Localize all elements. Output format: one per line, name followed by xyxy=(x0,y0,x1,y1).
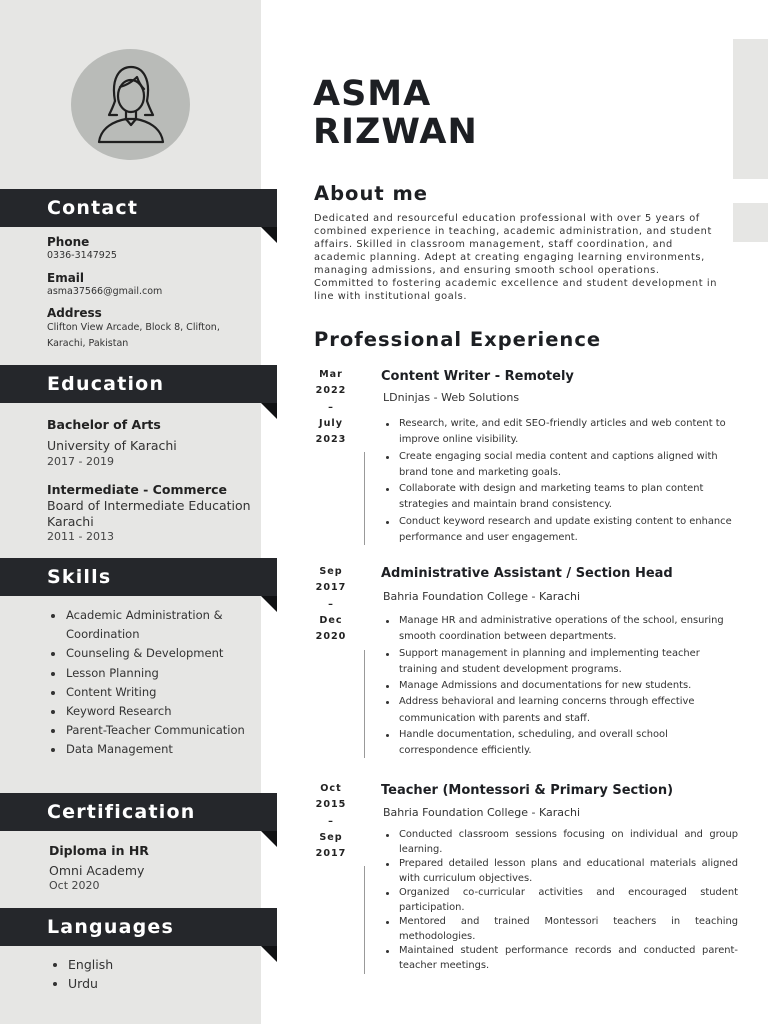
education-degree: Bachelor of Arts xyxy=(47,417,161,432)
skills-heading-band xyxy=(0,558,277,596)
job-bullet: Address behavioral and learning concerns through effective communication with parents and staff. xyxy=(383,694,738,727)
decorative-block xyxy=(733,203,768,242)
job-date xyxy=(311,367,351,448)
education-degree: Intermediate - Commerce xyxy=(47,482,228,497)
job-bullet: Maintained student performance records and conducted parent-teacher meetings. xyxy=(383,944,738,973)
languages-list xyxy=(50,955,113,993)
experience-heading: Professional Experience xyxy=(314,328,602,351)
band-fold xyxy=(261,831,277,847)
job-bullet: Research, write, and edit SEO-friendly articles and web content to improve online visibility. xyxy=(383,416,738,449)
address-label: Address xyxy=(47,306,102,320)
job-company: LDninjas - Web Solutions xyxy=(383,391,520,404)
job-title: Teacher (Montessori & Primary Section) xyxy=(381,783,674,798)
skill-item: Academic Administration & Coordination xyxy=(48,606,248,644)
languages-heading-band xyxy=(0,908,277,946)
date-line: 2015 xyxy=(315,799,347,811)
date-line: Sep xyxy=(319,831,343,843)
timeline-divider xyxy=(364,866,365,974)
address-line-2: Karachi, Pakistan xyxy=(47,338,129,349)
date-line: Mar xyxy=(319,369,343,380)
contact-heading: Contact xyxy=(47,197,139,219)
job-bullet: Conduct keyword research and update existing content to enhance performance and user engagement. xyxy=(383,514,738,547)
contact-heading-band xyxy=(0,189,277,227)
job-date xyxy=(311,781,351,862)
date-line: – xyxy=(328,401,334,413)
certification-date: Oct 2020 xyxy=(49,879,100,892)
education-heading-band xyxy=(0,365,277,403)
job-bullet: Conducted classroom sessions focusing on individual and group learning. xyxy=(383,828,738,857)
date-line: 2022 xyxy=(315,385,347,397)
email-value: asma37566@gmail.com xyxy=(47,286,163,297)
job-bullet: Mentored and trained Montessori teachers in teaching methodologies. xyxy=(383,915,738,944)
education-years: 2011 - 2013 xyxy=(47,530,114,543)
date-line: Sep xyxy=(319,566,343,577)
education-institution: Board of Intermediate Education Karachi xyxy=(47,498,251,529)
certification-heading-band xyxy=(0,793,277,831)
phone-value: 0336-3147925 xyxy=(47,250,117,261)
about-text: Dedicated and resourceful education professional with over 5 years of combined experience in teaching, academic administration, and student affairs. Skilled in classroom management, staff coordination, and academic planning. Adept at creating engaging learning environments, managing admissions, and ensuring smooth school operations. Committed to fostering academic excellence and student development in line with institutional goals. xyxy=(314,213,718,302)
skill-item: Lesson Planning xyxy=(48,664,248,683)
job-bullet: Manage Admissions and documentations for new students. xyxy=(383,678,738,694)
last-name: RIZWAN xyxy=(313,112,478,152)
skills-heading: Skills xyxy=(47,566,112,588)
date-line: Oct xyxy=(320,783,342,794)
woman-user-icon xyxy=(71,49,190,160)
band-fold xyxy=(261,596,277,612)
skill-item: Parent-Teacher Communication xyxy=(48,721,248,740)
phone-label: Phone xyxy=(47,235,90,249)
first-name: ASMA xyxy=(313,74,432,114)
email-label: Email xyxy=(47,271,85,285)
skill-item: Data Management xyxy=(48,740,248,759)
education-years: 2017 - 2019 xyxy=(47,455,114,468)
date-line: – xyxy=(328,598,334,610)
timeline-divider xyxy=(364,452,365,545)
job-bullet: Manage HR and administrative operations of the school, ensuring smooth coordination between departments. xyxy=(383,613,738,646)
job-title: Administrative Assistant / Section Head xyxy=(381,566,673,581)
resume-name xyxy=(313,75,478,151)
address-line-1: Clifton View Arcade, Block 8, Clifton, xyxy=(47,322,220,333)
education-institution: University of Karachi xyxy=(47,438,177,453)
certification-institution: Omni Academy xyxy=(49,863,145,878)
date-line: 2017 xyxy=(315,848,347,860)
language-item: English xyxy=(50,955,113,974)
band-fold xyxy=(261,227,277,243)
date-line: 2020 xyxy=(315,631,347,643)
date-line: July xyxy=(319,417,343,429)
job-bullet: Support management in planning and implementing teacher training and student development programs. xyxy=(383,646,738,679)
job-bullet: Organized co-curricular activities and encouraged student participation. xyxy=(383,886,738,915)
job-bullets xyxy=(383,828,738,973)
skill-item: Keyword Research xyxy=(48,702,248,721)
job-date xyxy=(311,564,351,645)
timeline-divider xyxy=(364,650,365,758)
date-line: 2017 xyxy=(315,582,347,594)
certification-title: Diploma in HR xyxy=(49,843,149,858)
profile-avatar xyxy=(71,49,190,160)
language-item: Urdu xyxy=(50,974,113,993)
skill-item: Content Writing xyxy=(48,683,248,702)
job-bullet: Collaborate with design and marketing teams to plan content strategies and maintain brand consistency. xyxy=(383,481,738,514)
about-heading: About me xyxy=(314,182,428,205)
languages-heading: Languages xyxy=(47,916,174,938)
job-bullets xyxy=(383,416,738,546)
job-bullet: Prepared detailed lesson plans and educational materials aligned with curriculum objectives. xyxy=(383,857,738,886)
job-title: Content Writer - Remotely xyxy=(381,369,574,384)
band-fold xyxy=(261,403,277,419)
job-bullets xyxy=(383,613,738,760)
job-company: Bahria Foundation College - Karachi xyxy=(383,806,581,819)
education-heading: Education xyxy=(47,373,165,395)
skills-list xyxy=(48,606,248,760)
job-company: Bahria Foundation College - Karachi xyxy=(383,590,581,603)
date-line: – xyxy=(328,815,334,827)
job-bullet: Handle documentation, scheduling, and overall school correspondence efficiently. xyxy=(383,727,738,760)
band-fold xyxy=(261,946,277,962)
date-line: 2023 xyxy=(315,434,347,446)
certification-heading: Certification xyxy=(47,801,196,823)
decorative-block xyxy=(733,39,768,179)
date-line: Dec xyxy=(319,614,343,626)
job-bullet: Create engaging social media content and captions aligned with brand tone and marketing goals. xyxy=(383,449,738,482)
skill-item: Counseling & Development xyxy=(48,644,248,663)
